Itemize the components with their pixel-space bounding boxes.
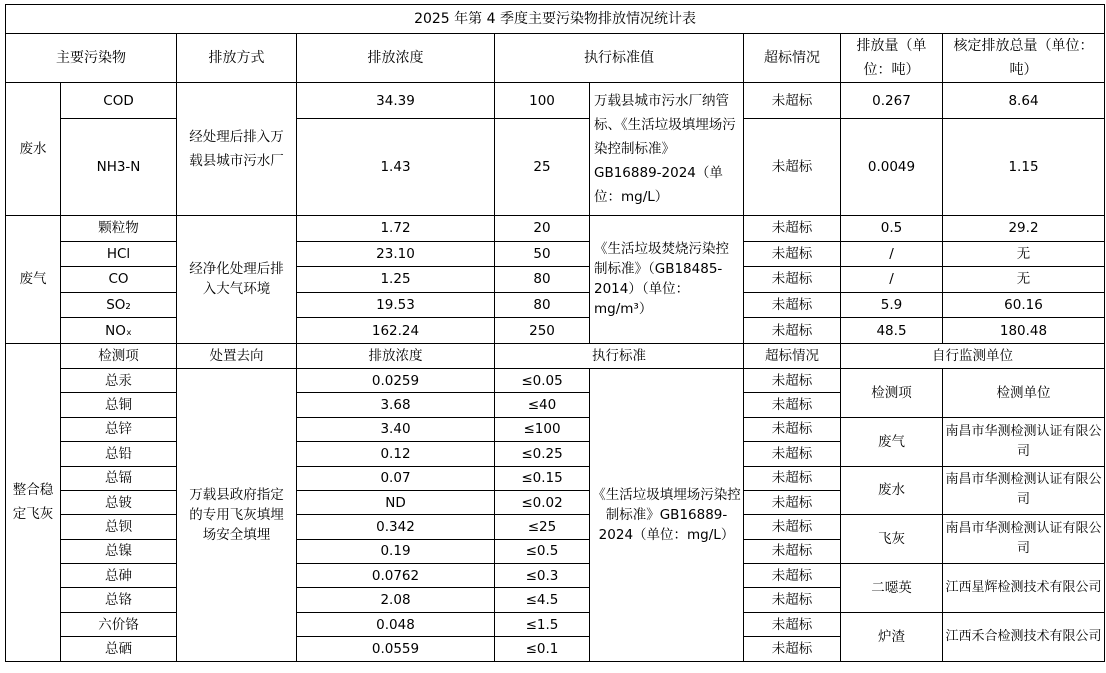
standard-limit: 80 bbox=[495, 267, 590, 293]
concentration: 0.19 bbox=[297, 539, 495, 563]
monitor-unit: 南昌市华测检测认证有限公司 bbox=[943, 515, 1105, 564]
pollutant-name: HCl bbox=[61, 241, 177, 267]
approved-total: 无 bbox=[943, 267, 1105, 293]
standard-limit: ≤100 bbox=[495, 417, 590, 441]
header-standard: 执行标准 bbox=[495, 343, 744, 368]
monitor-item: 炉渣 bbox=[841, 612, 943, 661]
flyash-standard: 《生活垃圾填埋场污染控制标准》GB16889-2024（单位：mg/L） bbox=[590, 368, 744, 661]
flyash-disposal: 万载县政府指定的专用飞灰填埋场安全填埋 bbox=[177, 368, 297, 661]
emission-amount: / bbox=[841, 241, 943, 267]
concentration: 3.68 bbox=[297, 393, 495, 417]
approved-total: 无 bbox=[943, 241, 1105, 267]
standard-limit: ≤25 bbox=[495, 515, 590, 539]
test-item: 六价铬 bbox=[61, 612, 177, 636]
concentration: 34.39 bbox=[297, 83, 495, 119]
standard-limit: 100 bbox=[495, 83, 590, 119]
approved-total: 1.15 bbox=[943, 119, 1105, 216]
standard-limit: ≤0.1 bbox=[495, 637, 590, 661]
exceed-status: 未超标 bbox=[744, 393, 841, 417]
test-item: 总硒 bbox=[61, 637, 177, 661]
table-row bbox=[6, 368, 1105, 392]
concentration: ND bbox=[297, 490, 495, 514]
exceed-status: 未超标 bbox=[744, 318, 841, 344]
wastegas-method: 经净化处理后排入大气环境 bbox=[177, 216, 297, 344]
flyash-header-row bbox=[6, 343, 1105, 368]
exceed-status: 未超标 bbox=[744, 612, 841, 636]
table-row bbox=[6, 515, 1105, 539]
test-item: 总镉 bbox=[61, 466, 177, 490]
monitor-item: 飞灰 bbox=[841, 515, 943, 564]
concentration: 19.53 bbox=[297, 292, 495, 318]
concentration: 1.72 bbox=[297, 216, 495, 242]
exceed-status: 未超标 bbox=[744, 564, 841, 588]
emission-amount: 0.0049 bbox=[841, 119, 943, 216]
header-method: 排放方式 bbox=[177, 34, 297, 83]
standard-limit: ≤1.5 bbox=[495, 612, 590, 636]
monitor-unit: 南昌市华测检测认证有限公司 bbox=[943, 466, 1105, 515]
monitor-item: 二噁英 bbox=[841, 564, 943, 613]
header-concentration: 排放浓度 bbox=[297, 343, 495, 368]
table-row bbox=[6, 267, 1105, 293]
standard-limit: 20 bbox=[495, 216, 590, 242]
wastegas-category: 废气 bbox=[6, 216, 61, 344]
table-row bbox=[6, 216, 1105, 242]
table-row bbox=[6, 292, 1105, 318]
header-concentration: 排放浓度 bbox=[297, 34, 495, 83]
concentration: 0.12 bbox=[297, 442, 495, 466]
exceed-status: 未超标 bbox=[744, 368, 841, 392]
table-title: 2025 年第 4 季度主要污染物排放情况统计表 bbox=[6, 5, 1105, 34]
test-item: 总铬 bbox=[61, 588, 177, 612]
approved-total: 29.2 bbox=[943, 216, 1105, 242]
header-disposal: 处置去向 bbox=[177, 343, 297, 368]
concentration: 0.0259 bbox=[297, 368, 495, 392]
header-exceed: 超标情况 bbox=[744, 34, 841, 83]
concentration: 2.08 bbox=[297, 588, 495, 612]
test-item: 总铅 bbox=[61, 442, 177, 466]
test-item: 总钡 bbox=[61, 515, 177, 539]
concentration: 1.25 bbox=[297, 267, 495, 293]
pollutant-name: NOₓ bbox=[61, 318, 177, 344]
emission-amount: 0.267 bbox=[841, 83, 943, 119]
table-row bbox=[6, 417, 1105, 441]
pollutant-name: NH3-N bbox=[61, 119, 177, 216]
exceed-status: 未超标 bbox=[744, 83, 841, 119]
exceed-status: 未超标 bbox=[744, 490, 841, 514]
emission-amount: 5.9 bbox=[841, 292, 943, 318]
pollutant-name: SO₂ bbox=[61, 292, 177, 318]
standard-limit: 25 bbox=[495, 119, 590, 216]
exceed-status: 未超标 bbox=[744, 267, 841, 293]
monitor-item: 废气 bbox=[841, 417, 943, 466]
concentration: 0.07 bbox=[297, 466, 495, 490]
exceed-status: 未超标 bbox=[744, 216, 841, 242]
test-item: 总砷 bbox=[61, 564, 177, 588]
table-row bbox=[6, 564, 1105, 588]
standard-limit: ≤0.3 bbox=[495, 564, 590, 588]
table-row bbox=[6, 241, 1105, 267]
pollutant-name: 颗粒物 bbox=[61, 216, 177, 242]
header-monitor: 自行监测单位 bbox=[841, 343, 1105, 368]
approved-total: 180.48 bbox=[943, 318, 1105, 344]
monitor-unit: 南昌市华测检测认证有限公司 bbox=[943, 417, 1105, 466]
pollutant-statistics-table bbox=[5, 4, 1105, 662]
standard-limit: ≤0.5 bbox=[495, 539, 590, 563]
monitor-header-item: 检测项 bbox=[841, 368, 943, 417]
standard-limit: ≤40 bbox=[495, 393, 590, 417]
standard-limit: ≤4.5 bbox=[495, 588, 590, 612]
flyash-category: 整合稳定飞灰 bbox=[6, 343, 61, 661]
emission-amount: 48.5 bbox=[841, 318, 943, 344]
concentration: 3.40 bbox=[297, 417, 495, 441]
pollutant-name: CO bbox=[61, 267, 177, 293]
exceed-status: 未超标 bbox=[744, 539, 841, 563]
standard-limit: ≤0.05 bbox=[495, 368, 590, 392]
standard-limit: 250 bbox=[495, 318, 590, 344]
monitor-header-unit: 检测单位 bbox=[943, 368, 1105, 417]
test-item: 总铜 bbox=[61, 393, 177, 417]
header-exceed: 超标情况 bbox=[744, 343, 841, 368]
standard-limit: ≤0.15 bbox=[495, 466, 590, 490]
table-row bbox=[6, 612, 1105, 636]
concentration: 0.342 bbox=[297, 515, 495, 539]
monitor-unit: 江西禾合检测技术有限公司 bbox=[943, 612, 1105, 661]
exceed-status: 未超标 bbox=[744, 241, 841, 267]
table-row bbox=[6, 318, 1105, 344]
concentration: 162.24 bbox=[297, 318, 495, 344]
test-item: 总锌 bbox=[61, 417, 177, 441]
wastewater-category: 废水 bbox=[6, 83, 61, 216]
wastegas-standard: 《生活垃圾焚烧污染控制标准》（GB18485-2014）（单位：mg/m³） bbox=[590, 216, 744, 344]
standard-limit: 50 bbox=[495, 241, 590, 267]
header-pollutant: 主要污染物 bbox=[6, 34, 177, 83]
exceed-status: 未超标 bbox=[744, 588, 841, 612]
concentration: 1.43 bbox=[297, 119, 495, 216]
exceed-status: 未超标 bbox=[744, 515, 841, 539]
header-standard: 执行标准值 bbox=[495, 34, 744, 83]
emission-amount: 0.5 bbox=[841, 216, 943, 242]
standard-limit: ≤0.25 bbox=[495, 442, 590, 466]
test-item: 总镍 bbox=[61, 539, 177, 563]
table-row bbox=[6, 466, 1105, 490]
approved-total: 8.64 bbox=[943, 83, 1105, 119]
test-item: 总汞 bbox=[61, 368, 177, 392]
header-amount: 排放量（单位：吨） bbox=[841, 34, 943, 83]
wastewater-standard: 万载县城市污水厂纳管标、《生活垃圾填埋场污染控制标准》GB16889-2024（单位：mg/L） bbox=[590, 83, 744, 216]
concentration: 0.048 bbox=[297, 612, 495, 636]
standard-limit: 80 bbox=[495, 292, 590, 318]
concentration: 0.0559 bbox=[297, 637, 495, 661]
exceed-status: 未超标 bbox=[744, 442, 841, 466]
monitor-item: 废水 bbox=[841, 466, 943, 515]
concentration: 23.10 bbox=[297, 241, 495, 267]
exceed-status: 未超标 bbox=[744, 119, 841, 216]
header-item: 检测项 bbox=[61, 343, 177, 368]
exceed-status: 未超标 bbox=[744, 292, 841, 318]
pollutant-name: COD bbox=[61, 83, 177, 119]
header-total: 核定排放总量（单位：吨） bbox=[943, 34, 1105, 83]
wastewater-method: 经处理后排入万载县城市污水厂 bbox=[177, 83, 297, 216]
exceed-status: 未超标 bbox=[744, 637, 841, 661]
concentration: 0.0762 bbox=[297, 564, 495, 588]
test-item: 总铍 bbox=[61, 490, 177, 514]
monitor-unit: 江西星辉检测技术有限公司 bbox=[943, 564, 1105, 613]
approved-total: 60.16 bbox=[943, 292, 1105, 318]
exceed-status: 未超标 bbox=[744, 466, 841, 490]
standard-limit: ≤0.02 bbox=[495, 490, 590, 514]
emission-amount: / bbox=[841, 267, 943, 293]
exceed-status: 未超标 bbox=[744, 417, 841, 441]
